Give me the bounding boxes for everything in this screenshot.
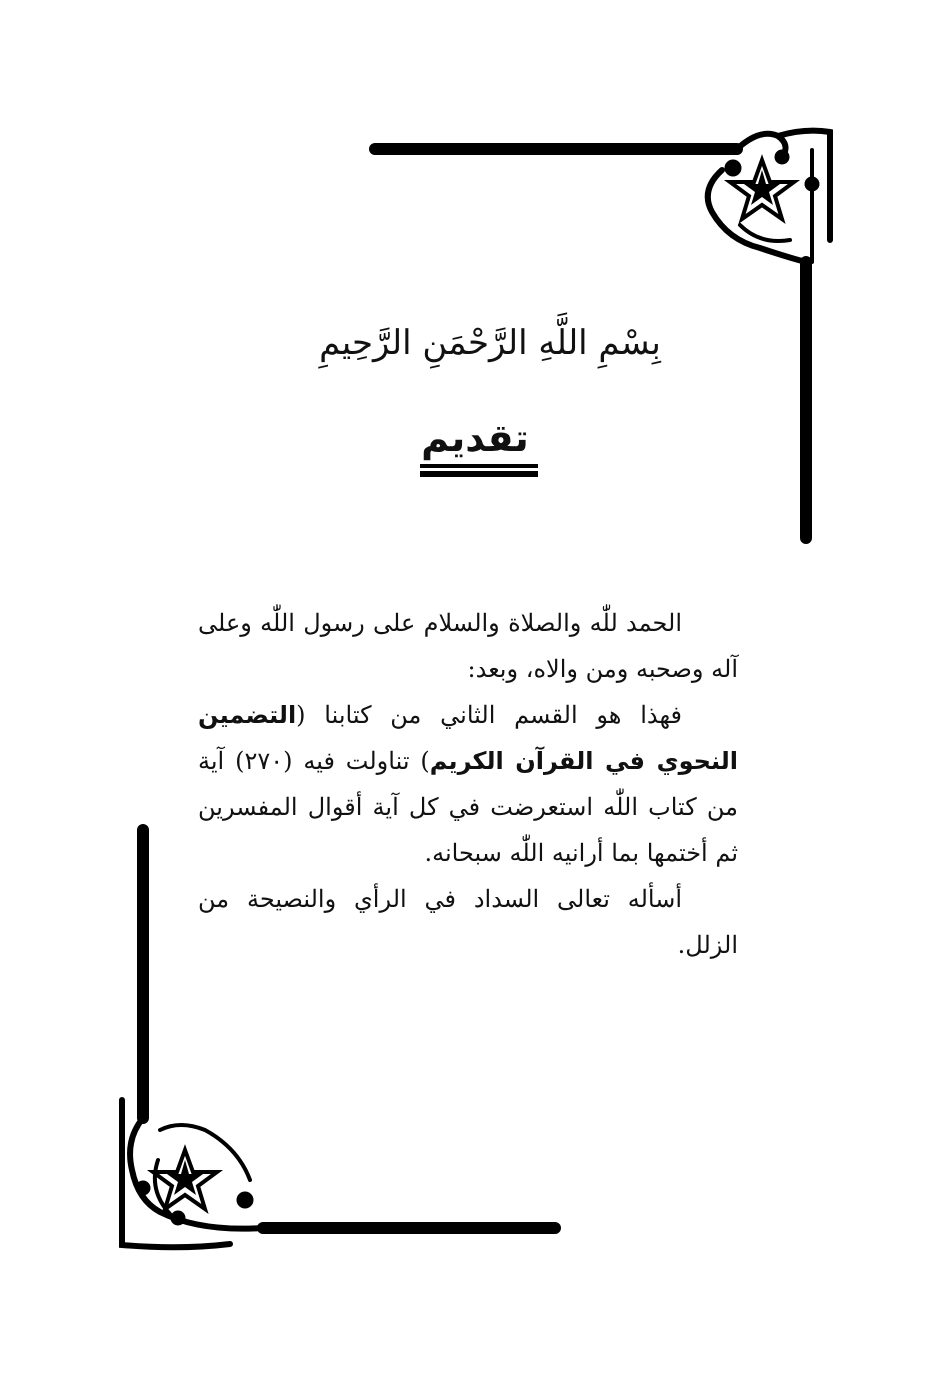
paragraph-opening: الحمد للّٰه والصلاة والسلام على رسول اللّٰه وعلى آله وصحبه ومن والاه، وبعد: — [198, 609, 738, 683]
paragraph-book-description — [198, 692, 738, 876]
title-underline — [420, 471, 538, 477]
book-title: التضمين النحوي في القرآن الكريم — [198, 701, 738, 775]
basmala: بِسْمِ اللَّهِ الرَّحْمَنِ الرَّحِيمِ — [319, 323, 661, 363]
paragraph-closing: أسأله تعالى السداد في الرأي والنصيحة من الزلل. — [198, 885, 738, 959]
introduction-text — [198, 600, 738, 968]
page-title: تقديم — [421, 416, 529, 460]
paragraph-text: فهذا هو القسم الثاني من كتابنا ( — [296, 701, 682, 729]
paragraph-text: ) تناولت فيه (٢٧٠) آية من كتاب اللّٰه استعرضت في كل آية أقوال المفسرين ثم أختمها بما أرانيه اللّٰه سبحانه. — [198, 747, 738, 867]
title-underline — [420, 464, 538, 468]
